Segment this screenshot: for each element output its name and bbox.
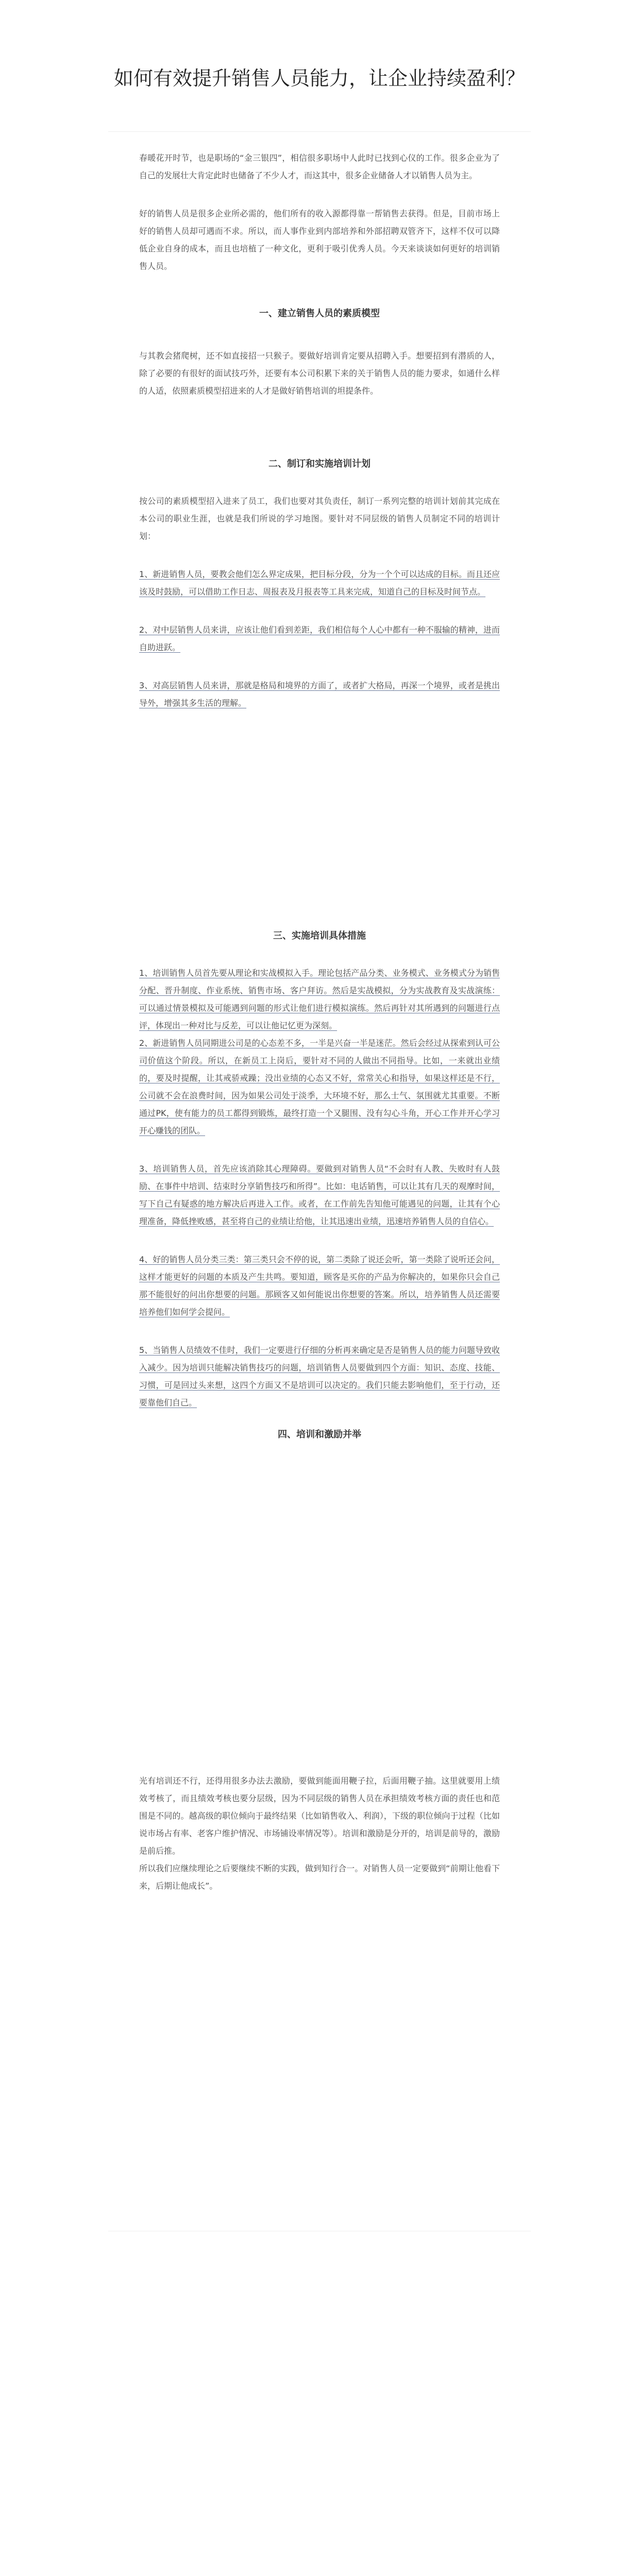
- section-4-paragraph-2: 所以我们应继续理论之后要继续不断的实践，做到知行合一。对销售人员一定要做到“前期让他看下来，后期让他成长”。: [139, 1863, 500, 1891]
- section-4-paragraph-1: 光有培训还不行，还得用很多办法去激励，要做到能面用鞭子拉，后面用鞭子抽。这里就要用上绩效考核了，而且绩效考核也要分层级，因为不同层级的销售人员在承担绩效考核方面的责任也和范围是不同的。越高级的职位倾向于最终结果（比如销售收入、利润），下级的职位倾向于过程（比如说市场占有率、老客户维护情况、市场铺设率情况等）。培训和激励是分开的，培训是前导的，激励是前后推。: [139, 1776, 500, 1856]
- section-2-item-3: 3、对高层销售人员来讲，那就是格局和境界的方面了，或者扩大格局，再深一个境界，或者是挑出导外，增强其多生活的理解。: [139, 681, 500, 708]
- section-2-item-2: 2、对中层销售人员来讲，应该让他们看到差距，我们相信每个人心中都有一种不服输的精神，进而自助进跃。: [139, 625, 500, 652]
- section-2-item-1: 1、新进销售人员，要教会他们怎么界定成果，把目标分段，分为一个个可以达成的目标。而且还应该及时鼓励，可以借助工作日志、周报表及月报表等工具来完成，知道自己的目标及时间节点。: [139, 569, 500, 597]
- article-body: [139, 149, 500, 1895]
- section-1-heading: 一、建立销售人员的素质模型: [259, 308, 380, 319]
- section-1-paragraph: 与其教会猪爬树，还不如直接招一只猴子。要做好培训肯定要从招聘入手。想要招到有潜质的人，除了必要的有很好的面试技巧外，还要有本公司积累下来的关于销售人员的能力要求，如通什么样的人适，依照素质模型招进来的人才是做好销售培训的坦提条件。: [139, 351, 500, 396]
- section-3-item-4: 4、好的销售人员分类三类：第三类只会不停的说，第二类除了说还会听，第一类除了说听还会问，这样才能更好的问题的本质及产生共鸣。要知道，顾客是买你的产品为你解决的，如果你只会自己那不能很好的问出你想要的问题。那顾客又如何能说出你想要的答案。所以，培养销售人员还需要培养他们如何学会提问。: [139, 1255, 500, 1317]
- article-title: 如何有效提升销售人员能力，让企业持续盈利？: [113, 67, 525, 90]
- section-2-heading: 二、制订和实施培训计划: [268, 459, 371, 469]
- section-2-intro: 按公司的素质模型招入进来了员工，我们也要对其负责任，制订一系列完整的培训计划前其完成在本公司的职业生涯，也就是我们所说的学习地图。要针对不同层级的销售人员制定不同的培训计划：: [139, 496, 500, 541]
- intro-paragraph-1: 春暖花开时节，也是职场的“金三银四”，相信很多职场中人此时已找到心仪的工作。很多企业为了自己的发展壮大肯定此时也储备了不少人才，而这其中，很多企业储备人才以销售人员为主。: [139, 153, 500, 180]
- section-3-item-1: 1、培训销售人员首先要从理论和实战模拟入手。理论包括产品分类、业务模式、业务模式分为销售分配、晋升制度、作业系统、销售市场、客户拜访。然后是实战模拟，分为实战教育及实战演练：可以通过情景模拟及可能遇到问题的形式让他们进行模拟演练。然后再针对其所遇到的问题进行点评，体现出一种对比与反差，可以让他记忆更为深刻。: [139, 968, 500, 1030]
- section-3-heading: 三、实施培训具体措施: [273, 930, 366, 941]
- intro-paragraph-2: 好的销售人员是很多企业所必需的，他们所有的收入源都得靠一帮销售去获得。但是，目前市场上好的销售人员却可遇而不求。所以，而人事作业到内部培养和外部招聘双管齐下，这样不仅可以降低企业自身的成本，而且也培植了一种文化，更利于吸引优秀人员。今天来谈谈如何更好的培训销售人员。: [139, 209, 500, 271]
- section-3-item-2: 2、新进销售人员同期进公司是的心态差不多，一半是兴奋一半是迷茫。然后会经过从探索到认可公司价值这个阶段。所以，在新员工上岗后，要针对不同的人做出不同指导。比如，一来就出业绩的，要及时提醒，让其戒骄戒躁；没出业绩的心态又不好，常常关心和指导，如果这样还是不行，公司就不会在浪费时间，因为如果公司处于淡季，大环境不好，那么士气、氛围就尤其重要。不断通过PK，使有能力的员工都得到锻炼，最终打造一个又腿围、没有勾心斗角，开心工作并开心学习开心赚钱的团队。: [139, 1038, 500, 1136]
- section-3-item-3: 3、培训销售人员，首先应该消除其心理障碍。要做到对销售人员“不会时有人教、失败时有人鼓励、在事件中培训、结束时分享销售技巧和所得”。比如：电话销售，可以让其有几天的观摩时间，写下自己有疑惑的地方解决后再进入工作。或者，在工作前先告知他可能遇见的问题，让其有个心理准备，降低挫败感，甚至将自己的业绩让给他，让其迅速出业绩，迅速培养销售人员的自信心。: [139, 1164, 500, 1226]
- title-divider: [108, 131, 531, 132]
- section-3-item-5: 5、当销售人员绩效不佳时，我们一定要进行仔细的分析再来确定是否是销售人员的能力问题导致收入减少。因为培训只能解决销售技巧的问题，培训销售人员要做到四个方面：知识、态度、技能、习惯，可是回过头来想，这四个方面又不是培训可以决定的。我们只能去影响他们，至于行动，还要靠他们自己。: [139, 1345, 500, 1408]
- section-4-heading: 四、培训和激励并举: [278, 1429, 361, 1440]
